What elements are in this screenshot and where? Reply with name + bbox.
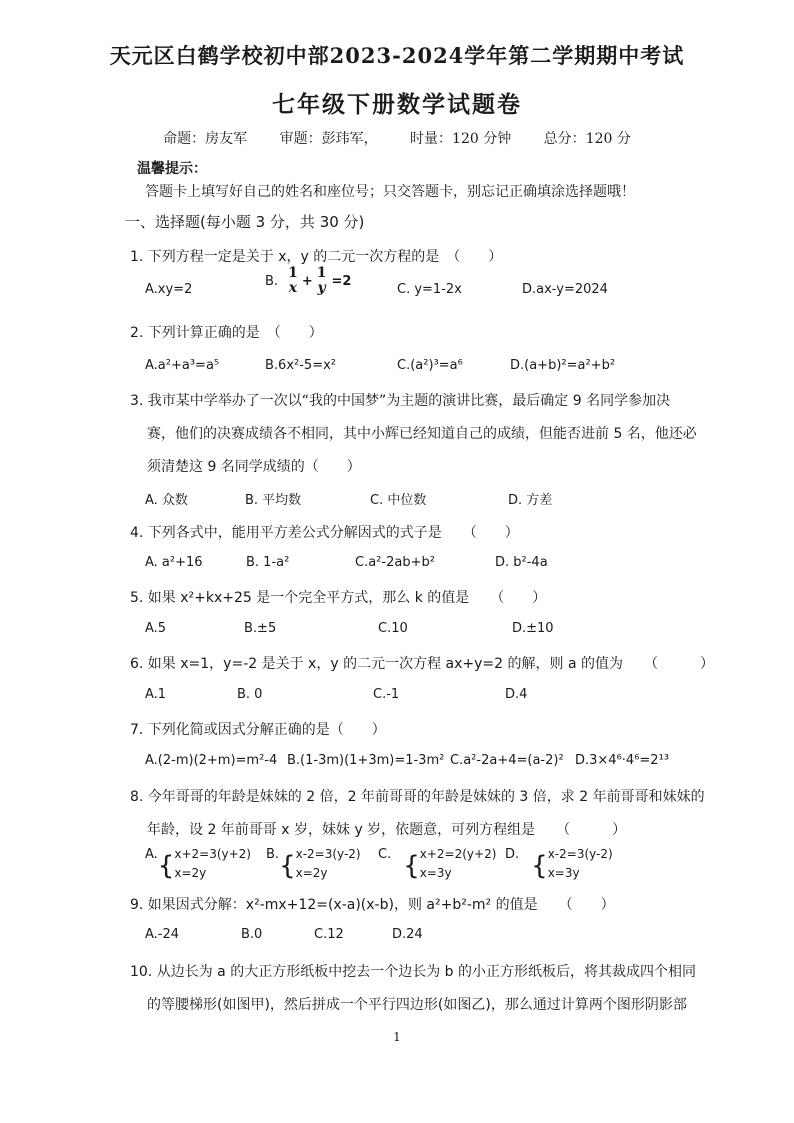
q4-option-b: B. 1-a²: [246, 555, 290, 570]
exam-subtitle: 七年级下册数学试题卷: [272, 91, 522, 118]
question-7-stem: 7. 下列化简或因式分解正确的是（ ）: [130, 722, 386, 738]
total-score: 总分：120 分: [543, 131, 631, 147]
brace-icon: {: [157, 851, 175, 881]
q5-option-b: B.±5: [244, 621, 277, 636]
section-heading: 一、选择题(每小题 3 分，共 30 分): [125, 213, 365, 231]
q3-option-b: B. 平均数: [245, 493, 302, 508]
q6-option-b: B. 0: [237, 687, 263, 702]
question-1-stem: 1. 下列方程一定是关于 x，y 的二元一次方程的是 （ ）: [130, 249, 503, 265]
q3-option-d: D. 方差: [508, 493, 553, 508]
q5-option-a: A.5: [145, 621, 167, 636]
q4-option-d: D. b²-4a: [495, 555, 548, 570]
q2-option-c: C.(a²)³=a⁶: [397, 358, 463, 373]
q6-option-d: D.4: [505, 687, 528, 702]
question-2-stem: 2. 下列计算正确的是 （ ）: [130, 325, 323, 341]
tips-heading: 温馨提示：: [137, 161, 207, 177]
exam-meta: [0, 128, 794, 148]
fraction-1-over-x: 1 x: [288, 265, 298, 296]
q7-option-a: A.(2-m)(2+m)=m²-4: [145, 753, 278, 768]
q9-option-b: B.0: [241, 927, 263, 942]
question-9-stem: 9. 如果因式分解：x²-mx+12=(x-a)(x-b)，则 a²+b²-m² 的值是 （ ）: [130, 897, 615, 913]
brace-icon: {: [403, 851, 420, 881]
q1-option-b-label: B.: [265, 273, 279, 289]
q8-option-a: A. { x+2=3(y+2) x=2y: [145, 847, 251, 881]
question-3-stem-line-1: 3. 我市某中学举办了一次以“我的中国梦”为主题的演讲比赛，最后确定 9 名同学参加决: [130, 393, 671, 409]
q7-option-d: D.3×4⁶·4⁶=2¹³: [575, 753, 669, 768]
q8-option-d: D. { x-2=3(y-2) x=3y: [505, 847, 613, 881]
q8-option-c: C. { x+2=2(y+2) x=3y: [378, 847, 497, 881]
q8-option-b: B. { x-2=3(y-2) x=2y: [266, 847, 361, 881]
q4-option-c: C.a²-2ab+b²: [355, 555, 435, 570]
q5-option-d: D.±10: [512, 621, 554, 636]
question-8-stem-line-1: 8. 今年哥哥的年龄是妹妹的 2 倍，2 年前哥哥的年龄是妹妹的 3 倍，求 2 年前哥哥和妹妹的: [130, 789, 705, 805]
q9-option-c: C.12: [314, 927, 344, 942]
q3-option-a: A. 众数: [145, 493, 188, 508]
q6-option-a: A.1: [145, 687, 167, 702]
exam-title: 天元区白鹤学校初中部2023-2024学年第二学期期中考试: [109, 43, 685, 68]
q4-option-a: A. a²+16: [145, 555, 203, 570]
author: 命题：房友军: [163, 131, 248, 147]
question-6-stem: 6. 如果 x=1，y=-2 是关于 x，y 的二元一次方程 ax+y=2 的解，则 a 的值为 （ ）: [130, 656, 714, 672]
question-8-stem-line-2: 年龄，设 2 年前哥哥 x 岁，妹妹 y 岁，依题意，可列方程组是 （ ）: [147, 822, 627, 838]
q6-option-c: C.-1: [373, 687, 400, 702]
question-3-stem-line-3: 须清楚这 9 名同学成绩的（ ）: [147, 459, 361, 475]
q2-option-d: D.(a+b)²=a²+b²: [510, 358, 616, 373]
fraction-1-over-y: 1 y: [316, 265, 327, 296]
tips-text: 答题卡上填写好自己的姓名和座位号；只交答题卡，别忘记正确填涂选择题哦！: [145, 184, 635, 200]
page-number: 1: [393, 1030, 401, 1044]
q9-option-a: A.-24: [145, 927, 180, 942]
q1-option-b: B. 1 x + 1 y =2: [265, 265, 352, 296]
brace-icon: {: [531, 851, 548, 881]
question-3-stem-line-2: 赛，他们的决赛成绩各不相同，其中小辉已经知道自己的成绩，但能否进前 5 名，他还必: [147, 426, 697, 442]
q1-option-c: C. y=1-2x: [397, 282, 462, 297]
brace-icon: {: [279, 851, 296, 881]
question-4-stem: 4. 下列各式中，能用平方差公式分解因式的式子是 （ ）: [130, 525, 519, 541]
question-10-stem-line-1: 10. 从边长为 a 的大正方形纸板中挖去一个边长为 b 的小正方形纸板后，将其裁成四个相同: [130, 964, 696, 980]
q1-option-d: D.ax-y=2024: [522, 282, 608, 297]
q5-option-c: C.10: [378, 621, 408, 636]
q1-option-a: A.xy=2: [145, 282, 193, 297]
q2-option-a: A.a²+a³=a⁵: [145, 358, 220, 373]
q7-option-b: B.(1-3m)(1+3m)=1-3m²: [287, 753, 445, 768]
q2-option-b: B.6x²-5=x²: [265, 358, 336, 373]
q7-option-c: C.a²-2a+4=(a-2)²: [450, 753, 564, 768]
question-10-stem-line-2: 的等腰梯形(如图甲)，然后拼成一个平行四边形(如图乙)，那么通过计算两个图形阴影部: [147, 997, 687, 1013]
reviewer: 审题：彭玮军，: [279, 131, 378, 147]
duration: 时量：120 分钟: [410, 131, 512, 147]
q3-option-c: C. 中位数: [370, 493, 427, 508]
q9-option-d: D.24: [392, 927, 423, 942]
question-5-stem: 5. 如果 x²+kx+25 是一个完全平方式，那么 k 的值是 （ ）: [130, 590, 547, 606]
